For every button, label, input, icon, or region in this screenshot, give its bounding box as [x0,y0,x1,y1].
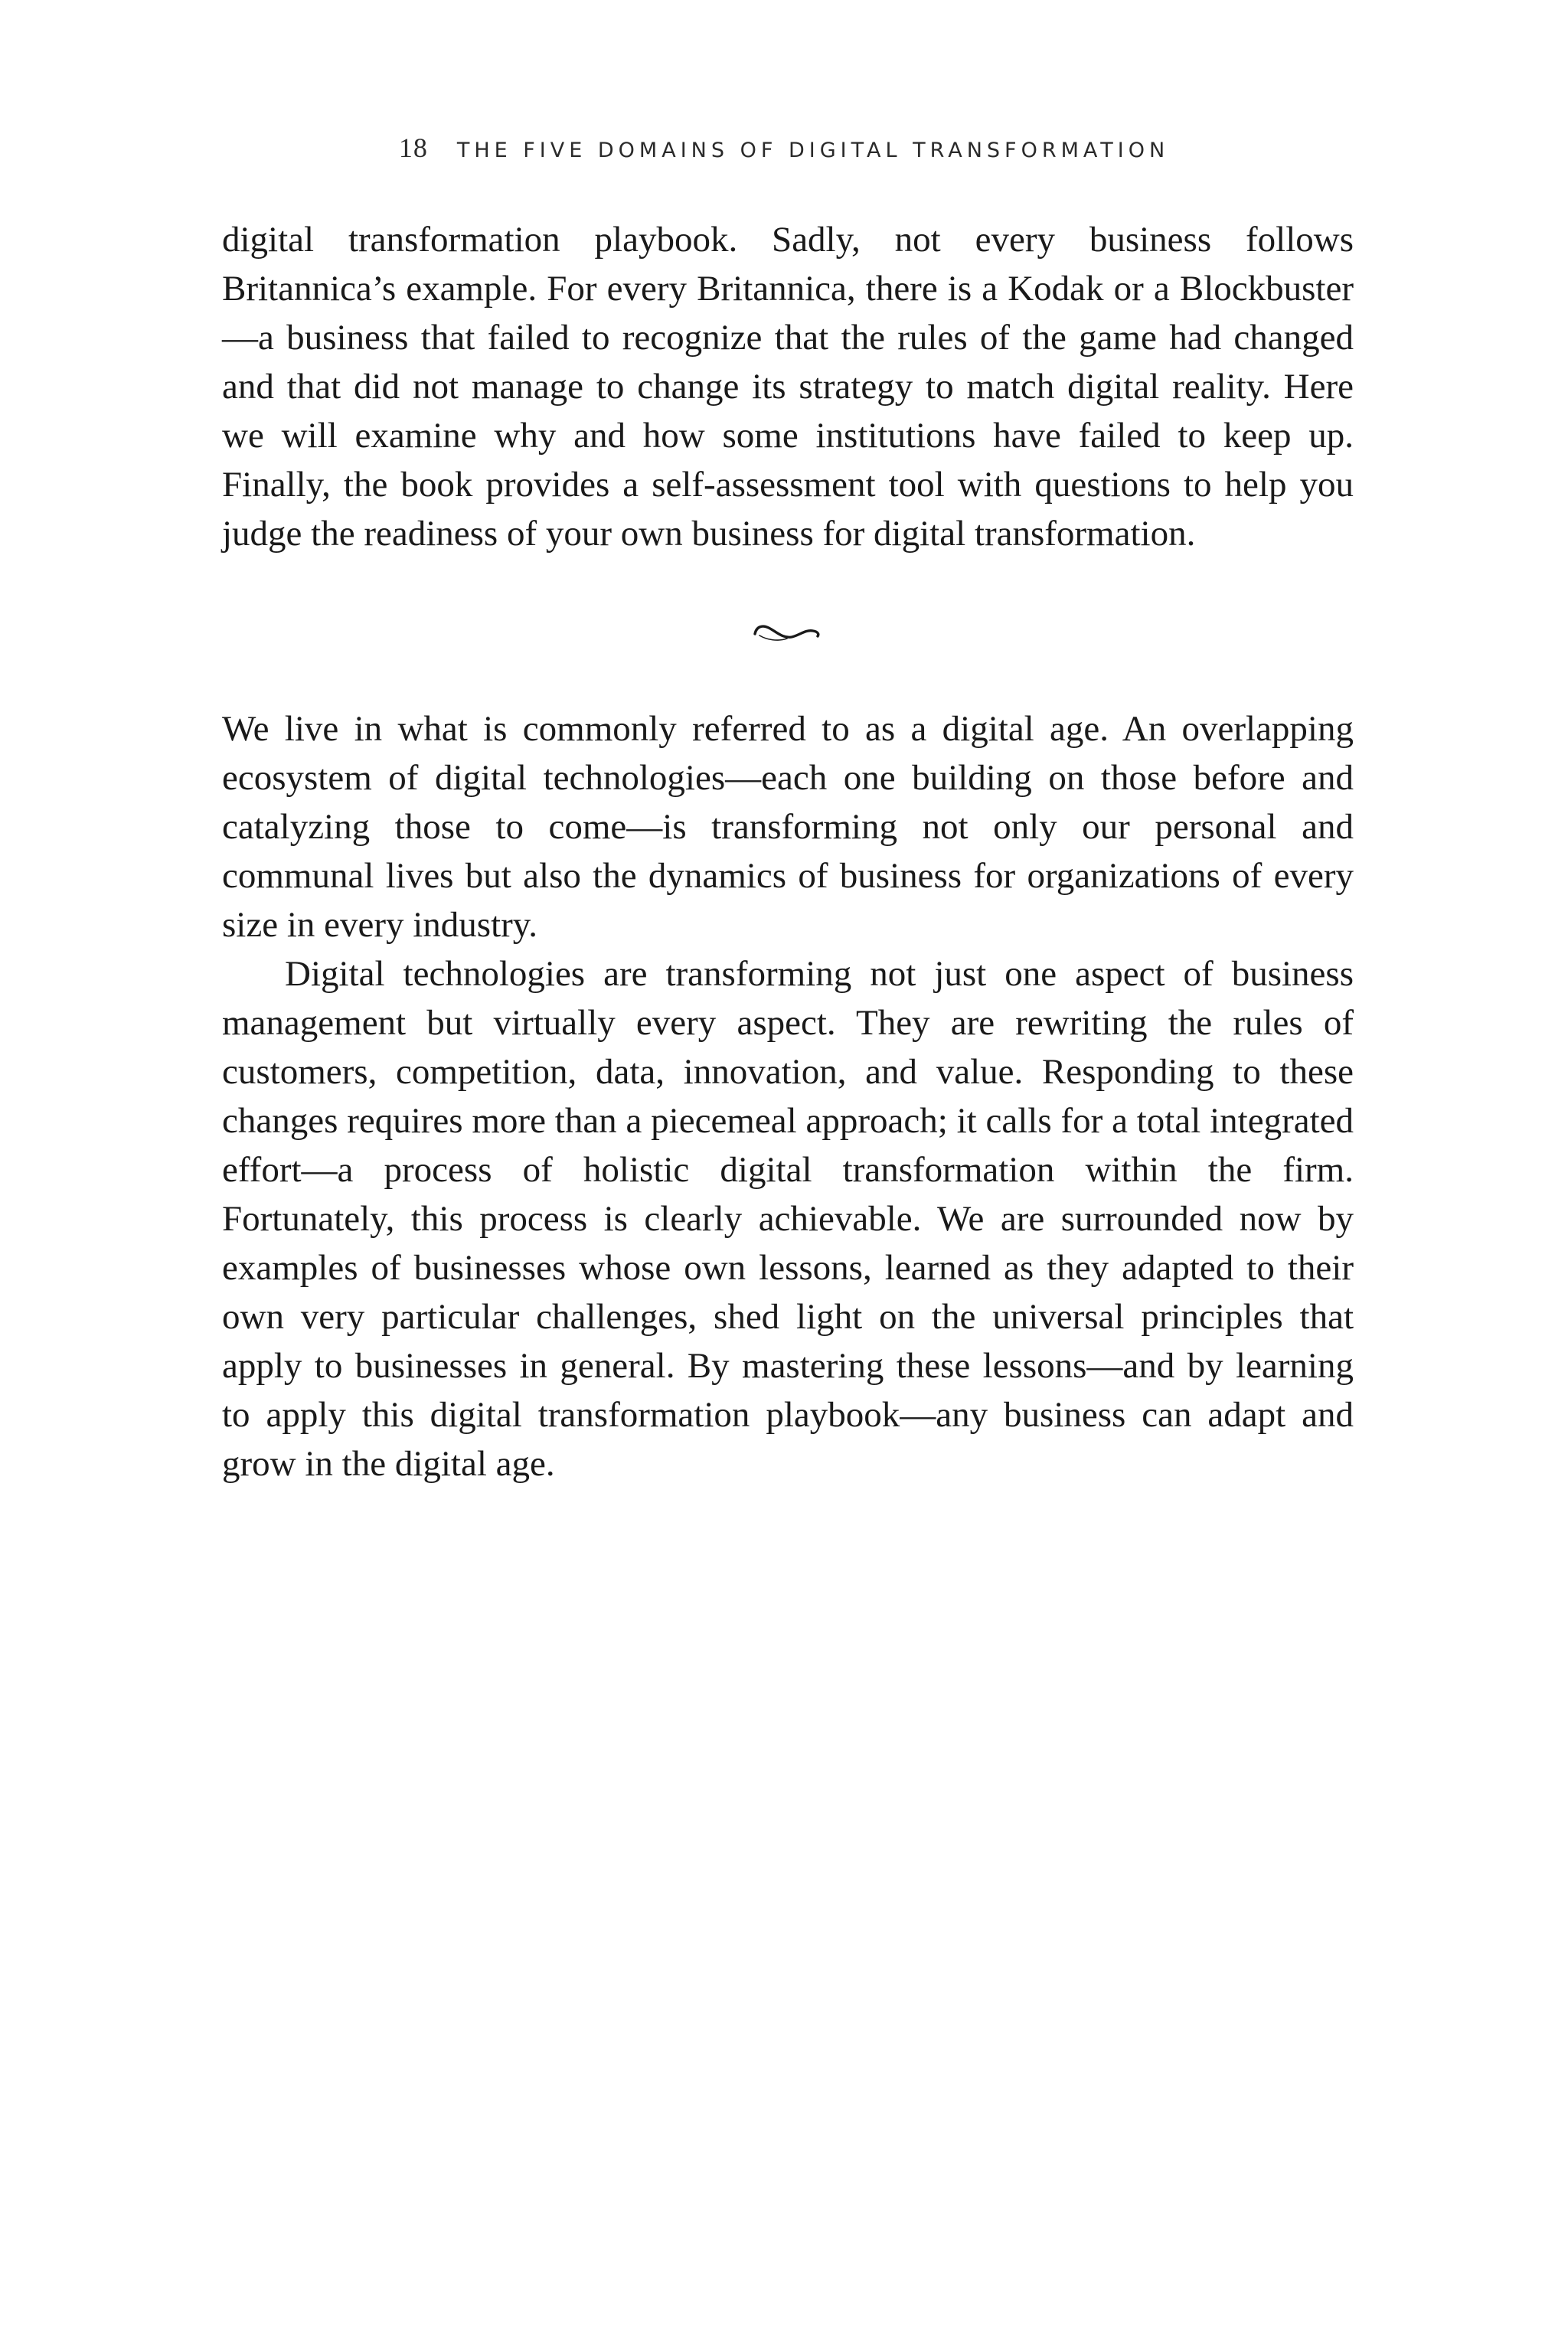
paragraph-continued: digital transformation playbook. Sadly, not every business follows Britannica’s example. For every Britannica, there is a Kodak or a Blockbuster—a business that failed to recognize that the rules of the game had changed and that did not manage to change its strategy to match digital reality. Here we will examine why and how some institutions have failed to keep up. Finally, the book provides a self-assessment tool with questions to help you judge the readiness of your own business for digital transformation. [222,220,1354,554]
running-head-title: THE FIVE DOMAINS OF DIGITAL TRANSFORMATION [456,139,1170,162]
page-number: 18 [398,132,428,163]
paragraph: We live in what is commonly referred to as a digital age. An overlapping ecosystem of digital technologies—each one building on those before and catalyzing those to come—is transforming not only our personal and communal lives but also the dynamics of business for organizations of every size in every industry. [222,709,1354,945]
paragraph: Digital technologies are transforming not just one aspect of business management but virtually every aspect. They are rewriting the rules of customers, competition, data, innovation, and value. Responding to these changes requires more than a piecemeal approach; it calls for a total integrated effort—a process of holistic digital transformation within the firm. Fortunately, this process is clearly achievable. We are surrounded now by examples of businesses whose own lessons, learned as they adapted to their own very particular challenges, shed light on the universal principles that apply to businesses in general. By mastering these lessons—and by learning to apply this digital transformation playbook—any business can adapt and grow in the digital age. [222,954,1354,1484]
running-head [0,132,1568,164]
swash-ornament-icon [752,617,821,648]
